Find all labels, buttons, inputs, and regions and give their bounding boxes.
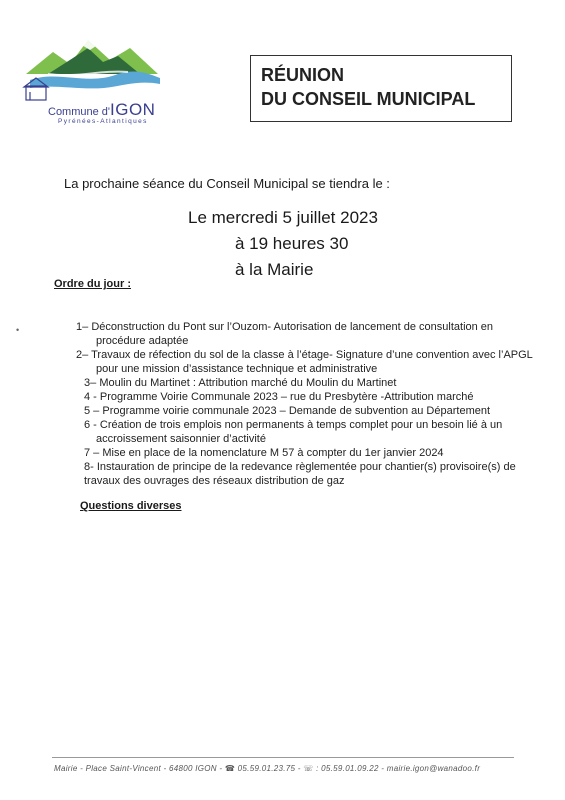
footer-contact: Mairie - Place Saint-Vincent - 64800 IGON - ☎ 05.59.01.23.75 - ☏ : 05.59.01.09.22 - mairie.igon@wanadoo.fr — [54, 764, 481, 773]
title-line-1: RÉUNION — [261, 65, 345, 85]
ordre-du-jour-heading: Ordre du jour : — [54, 278, 131, 290]
footer-divider — [52, 757, 514, 758]
agenda-number: 6 - — [84, 419, 97, 431]
agenda-text: Programme voirie communale 2023 – Demande de subvention au Département — [102, 405, 491, 417]
agenda-item-1 — [76, 320, 493, 334]
agenda-item-2 — [76, 348, 533, 362]
agenda-item-8-cont: travaux des ouvrages des réseaux distribution de gaz — [84, 475, 345, 487]
scan-mark: • — [16, 325, 20, 335]
intro-text: La prochaine séance du Conseil Municipal se tiendra le : — [64, 176, 390, 191]
agenda-item-4 — [84, 390, 473, 404]
agenda-item-1-cont: procédure adaptée — [96, 335, 189, 347]
agenda-item-2-cont: pour une mission d’assistance technique et administrative — [96, 363, 378, 375]
agenda-number: 1– — [76, 321, 89, 333]
agenda-number: 3– — [84, 377, 97, 389]
date-line-3: à la Mairie — [235, 260, 314, 279]
title-line-2: DU CONSEIL MUNICIPAL — [261, 89, 476, 109]
agenda-number: 5 – — [84, 405, 100, 417]
agenda-text: Déconstruction du Pont sur l’Ouzom- Autorisation de lancement de consultation en — [91, 321, 494, 333]
agenda-item-7 — [84, 446, 444, 460]
agenda-text: Travaux de réfection du sol de la classe à l’étage- Signature d’une convention avec l’APGL — [91, 349, 533, 361]
agenda-text: Mise en place de la nomenclature M 57 à compter du 1er janvier 2024 — [102, 447, 444, 459]
date-line-2: à 19 heures 30 — [235, 234, 349, 253]
agenda-item-3 — [84, 376, 396, 390]
agenda-text: Programme Voirie Communale 2023 – rue du Presbytère -Attribution marché — [99, 391, 474, 403]
title-box — [250, 55, 512, 122]
agenda-item-5 — [84, 404, 490, 418]
agenda-number: 4 - — [84, 391, 97, 403]
agenda-number: 8- — [84, 461, 94, 473]
date-line-1: Le mercredi 5 juillet 2023 — [188, 208, 378, 227]
agenda-item-8 — [84, 460, 516, 474]
questions-diverses: Questions diverses — [80, 500, 182, 512]
agenda-item-6 — [84, 418, 502, 432]
logo-region: Pyrénées-Atlantiques — [58, 118, 148, 125]
agenda-number: 2– — [76, 349, 89, 361]
logo-brand — [48, 100, 155, 120]
mountain-river-icon — [18, 34, 168, 104]
agenda-item-6-cont: accroissement saisonnier d’activité — [96, 433, 266, 445]
logo-name: IGON — [110, 100, 156, 119]
commune-logo — [18, 34, 168, 130]
agenda-number: 7 – — [84, 447, 100, 459]
agenda-text: Instauration de principe de la redevance règlementée pour chantier(s) provisoire(s) de — [96, 461, 516, 473]
agenda-text: Moulin du Martinet : Attribution marché du Moulin du Martinet — [99, 377, 397, 389]
agenda-text: Création de trois emplois non permanents à temps complet pour un besoin lié à un — [99, 419, 503, 431]
logo-commune-text: Commune d' — [48, 106, 111, 118]
